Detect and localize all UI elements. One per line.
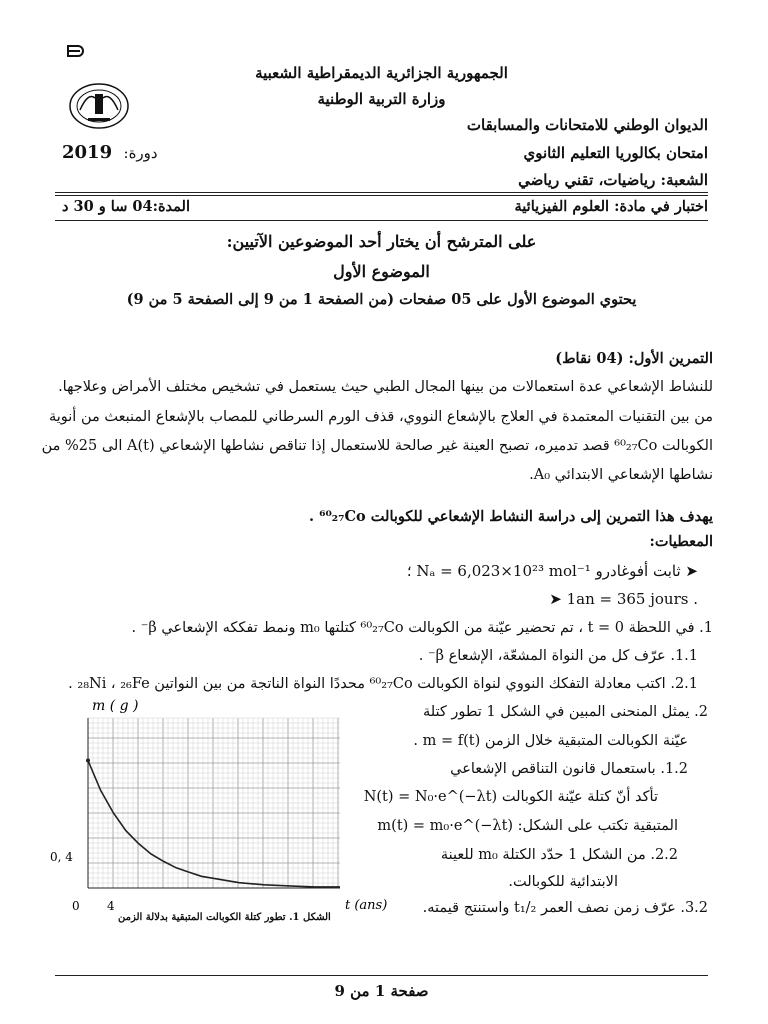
exam-name: امتحان بكالوريا التعليم الثانوي (523, 144, 708, 162)
question-1-2: 2.1. اكتب معادلة التفكك النووي لنواة الكوبالت ⁶⁰₂₇Co محددًا النواة الناتجة من بين النواتين ₂₈Ni ، ₂₆Fe . (68, 676, 698, 692)
subject-title: الموضوع الأول (333, 262, 430, 281)
chart-grid (88, 718, 340, 888)
question-2-3: 3.2. عرّف زمن نصف العمر t₁/₂ واستنتج قيمته. (422, 900, 708, 916)
question-1: 1. في اللحظة t = 0 ، تم تحضير عيّنة من الكوبالت ⁶⁰₂₇Co كتلتها m₀ ونمط تفككه الإشعاعي β⁻ . (131, 620, 713, 636)
question-2-1-line-b: N(t) = N₀·e^(−λt) تأكد أنّ كتلة عيّنة الكوبالت (363, 789, 658, 805)
intro-line-2: من بين التقنيات المعتمدة في العلاج بالإشعاع النووي، قذف الورم السرطاني للمصاب بالإشعاع المنبعث من أنوية (48, 409, 713, 425)
exercise-title: التمرين الأول: (04 نقاط) (555, 350, 713, 367)
arrow-bullet-icon: ➤ (685, 562, 698, 580)
intro-line-3: الكوبالت ⁶⁰₂₇Co قصد تدميره، تصبح العينة غير صالحة للاستعمال إذا تناقص نشاطها الإشعاعي A(t) الى 25% من (41, 438, 713, 454)
question-1-1: 1.1. عرّف كل من النواة المشعّة، الإشعاع β⁻ . (418, 648, 698, 664)
data-point-initial (86, 759, 90, 763)
year-days: 1an = 365 jours . (566, 590, 698, 608)
subject-pages-note: يحتوي الموضوع الأول على 05 صفحات (من الصفحة 1 من 9 إلى الصفحة 5 من 9) (126, 291, 637, 308)
y-tick-label: 0, 4 (50, 850, 73, 864)
mass-decay-chart (40, 688, 420, 938)
duration-label: المدة:04 سا و 30 د (62, 198, 190, 215)
session-label: دورة: (123, 144, 158, 162)
corner-logo-icon (66, 44, 88, 58)
ministry-title: وزارة التربية الوطنية (317, 90, 446, 108)
question-2-line-a: 2. يمثل المنحنى المبين في الشكل 1 تطور كتلة (422, 704, 708, 720)
page-number: صفحة 1 من 9 (334, 982, 429, 1000)
question-2-2-line-b: الابتدائية للكوبالت. (508, 874, 618, 890)
intro-line-4: نشاطها الإشعاعي الابتدائي A₀. (529, 467, 713, 483)
stream-label: الشعبة: رياضيات، تقني رياضي (518, 171, 708, 189)
x-tick-label-4: 4 (107, 899, 115, 913)
data-item-1 (407, 562, 698, 580)
republic-title: الجمهورية الجزائرية الديمقراطية الشعبية (255, 64, 508, 82)
avogadro-constant: ثابت أفوغادرو Nₐ = 6,023×10²³ mol⁻¹ ؛ (406, 562, 681, 580)
y-axis-label: m ( g ) (92, 698, 139, 714)
x-axis-label: t (ans) (345, 898, 388, 913)
subject-label: اختبار في مادة: العلوم الفيزيائية (514, 198, 708, 215)
office-name: الديوان الوطني للامتحانات والمسابقات (466, 116, 708, 134)
data-item-2 (549, 590, 698, 608)
exercise-aim: يهدف هذا التمرين إلى دراسة النشاط الإشعاعي للكوبالت ⁶⁰₂₇Co . (309, 508, 713, 525)
session-year: 2019 (62, 142, 113, 163)
question-2-2-line-a: 2.2. من الشكل 1 حدّد الكتلة m₀ للعينة (440, 847, 678, 863)
arrow-bullet-icon: ➤ (549, 590, 562, 608)
data-title: المعطيات: (649, 533, 713, 550)
session-info (62, 142, 158, 163)
choose-instruction: على المترشح أن يختار أحد الموضوعين الآتيين: (226, 232, 537, 251)
figure-caption: الشكل 1. تطور كتلة الكوبالت المتبقية بدلالة الزمن (118, 912, 331, 923)
question-2-line-b: عيّنة الكوبالت المتبقية خلال الزمن m = f(t) . (413, 733, 688, 749)
question-2-1-line-c: المتبقية تكتب على الشكل: m(t) = m₀·e^(−λt) (377, 818, 678, 834)
intro-line-1: للنشاط الإشعاعي عدة استعمالات من بينها المجال الطبي حيث يستعمل في تشخيص مختلف الأمراض وعلاجها. (58, 379, 713, 395)
question-2-1-line-a: 1.2. باستعمال قانون التناقص الإشعاعي (450, 761, 688, 777)
x-tick-label-0: 0 (72, 899, 80, 913)
